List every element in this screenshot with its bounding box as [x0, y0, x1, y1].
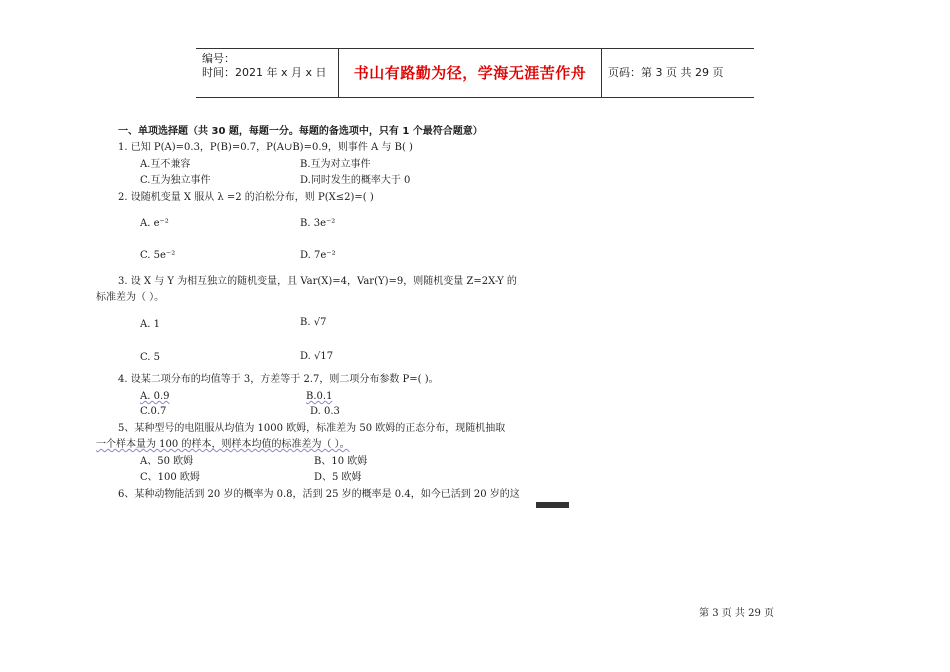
question-3-option-a: A. 1 — [140, 319, 160, 330]
question-4-option-b: B.0.1 — [306, 391, 333, 402]
question-5-option-c: C、100 欧姆 — [140, 472, 200, 483]
question-2-option-b: B. 3e⁻² — [300, 218, 336, 229]
question-3-option-d: D. √17 — [300, 351, 334, 362]
question-1-option-b: B.互为对立事件 — [300, 159, 371, 170]
question-3-stem-cont: 标准差为（ ）。 — [96, 292, 165, 303]
question-1-option-d: D.同时发生的概率大于 0 — [300, 175, 411, 186]
question-6-stem: 6、某种动物能活到 20 岁的概率为 0.8，活到 25 岁的概率是 0.4，如今已活到 20 岁的这 — [118, 489, 520, 500]
question-2-option-d: D. 7e⁻² — [300, 250, 336, 261]
header-page-info: 页码：第 3 页 共 29 页 — [608, 66, 724, 79]
id-label: 编号： — [202, 52, 235, 65]
question-3-option-b: B. √7 — [300, 317, 327, 328]
header-motto: 书山有路勤为径，学海无涯苦作舟 — [353, 64, 587, 82]
question-3-stem: 3. 设 X 与 Y 为相互独立的随机变量，且 Var(X)=4，Var(Y)=9，则随机变量 Z=2X-Y 的 — [118, 276, 517, 287]
exam-content — [96, 114, 540, 510]
question-4-option-c: C.0.7 — [140, 406, 167, 417]
question-5-stem: 5、某种型号的电阻服从均值为 1000 欧姆，标准差为 50 欧姆的正态分布，现随机抽取 — [118, 423, 506, 434]
header-divider — [601, 49, 602, 97]
question-5-stem-cont: 一个样本量为 100 的样本，则样本均值的标准差为（ ）。 — [96, 439, 350, 450]
question-5-option-a: A、50 欧姆 — [140, 456, 194, 467]
watermark-stamp — [536, 502, 569, 508]
question-1-option-c: C.互为独立事件 — [140, 175, 211, 186]
question-2-stem: 2. 设随机变量 X 服从 λ =2 的泊松分布，则 P(X≤2)=( ) — [118, 192, 374, 203]
header-divider — [338, 49, 339, 97]
question-5-option-b: B、10 欧姆 — [314, 456, 368, 467]
question-1-stem: 1. 已知 P(A)=0.3，P(B)=0.7，P(A∪B)=0.9，则事件 A 与 B( ) — [118, 142, 413, 153]
page-footer: 第 3 页 共 29 页 — [699, 608, 774, 619]
question-3-option-c: C. 5 — [140, 352, 161, 363]
page-header — [196, 48, 754, 98]
header-meta — [202, 52, 327, 80]
question-2-option-c: C. 5e⁻² — [140, 250, 176, 261]
question-2-option-a: A. e⁻² — [140, 218, 169, 229]
time-label: 时间：2021 年 x 月 x 日 — [202, 66, 327, 79]
question-4-stem: 4. 设某二项分布的均值等于 3，方差等于 2.7，则二项分布参数 P=( )。 — [118, 374, 439, 385]
section-title: 一、单项选择题（共 30 题，每题一分。每题的备选项中，只有 1 个最符合题意） — [118, 126, 483, 137]
question-5-option-d: D、5 欧姆 — [314, 472, 362, 483]
question-4-option-d: D. 0.3 — [310, 406, 340, 417]
question-4-option-a: A. 0.9 — [140, 391, 170, 402]
question-1-option-a: A.互不兼容 — [140, 159, 191, 170]
